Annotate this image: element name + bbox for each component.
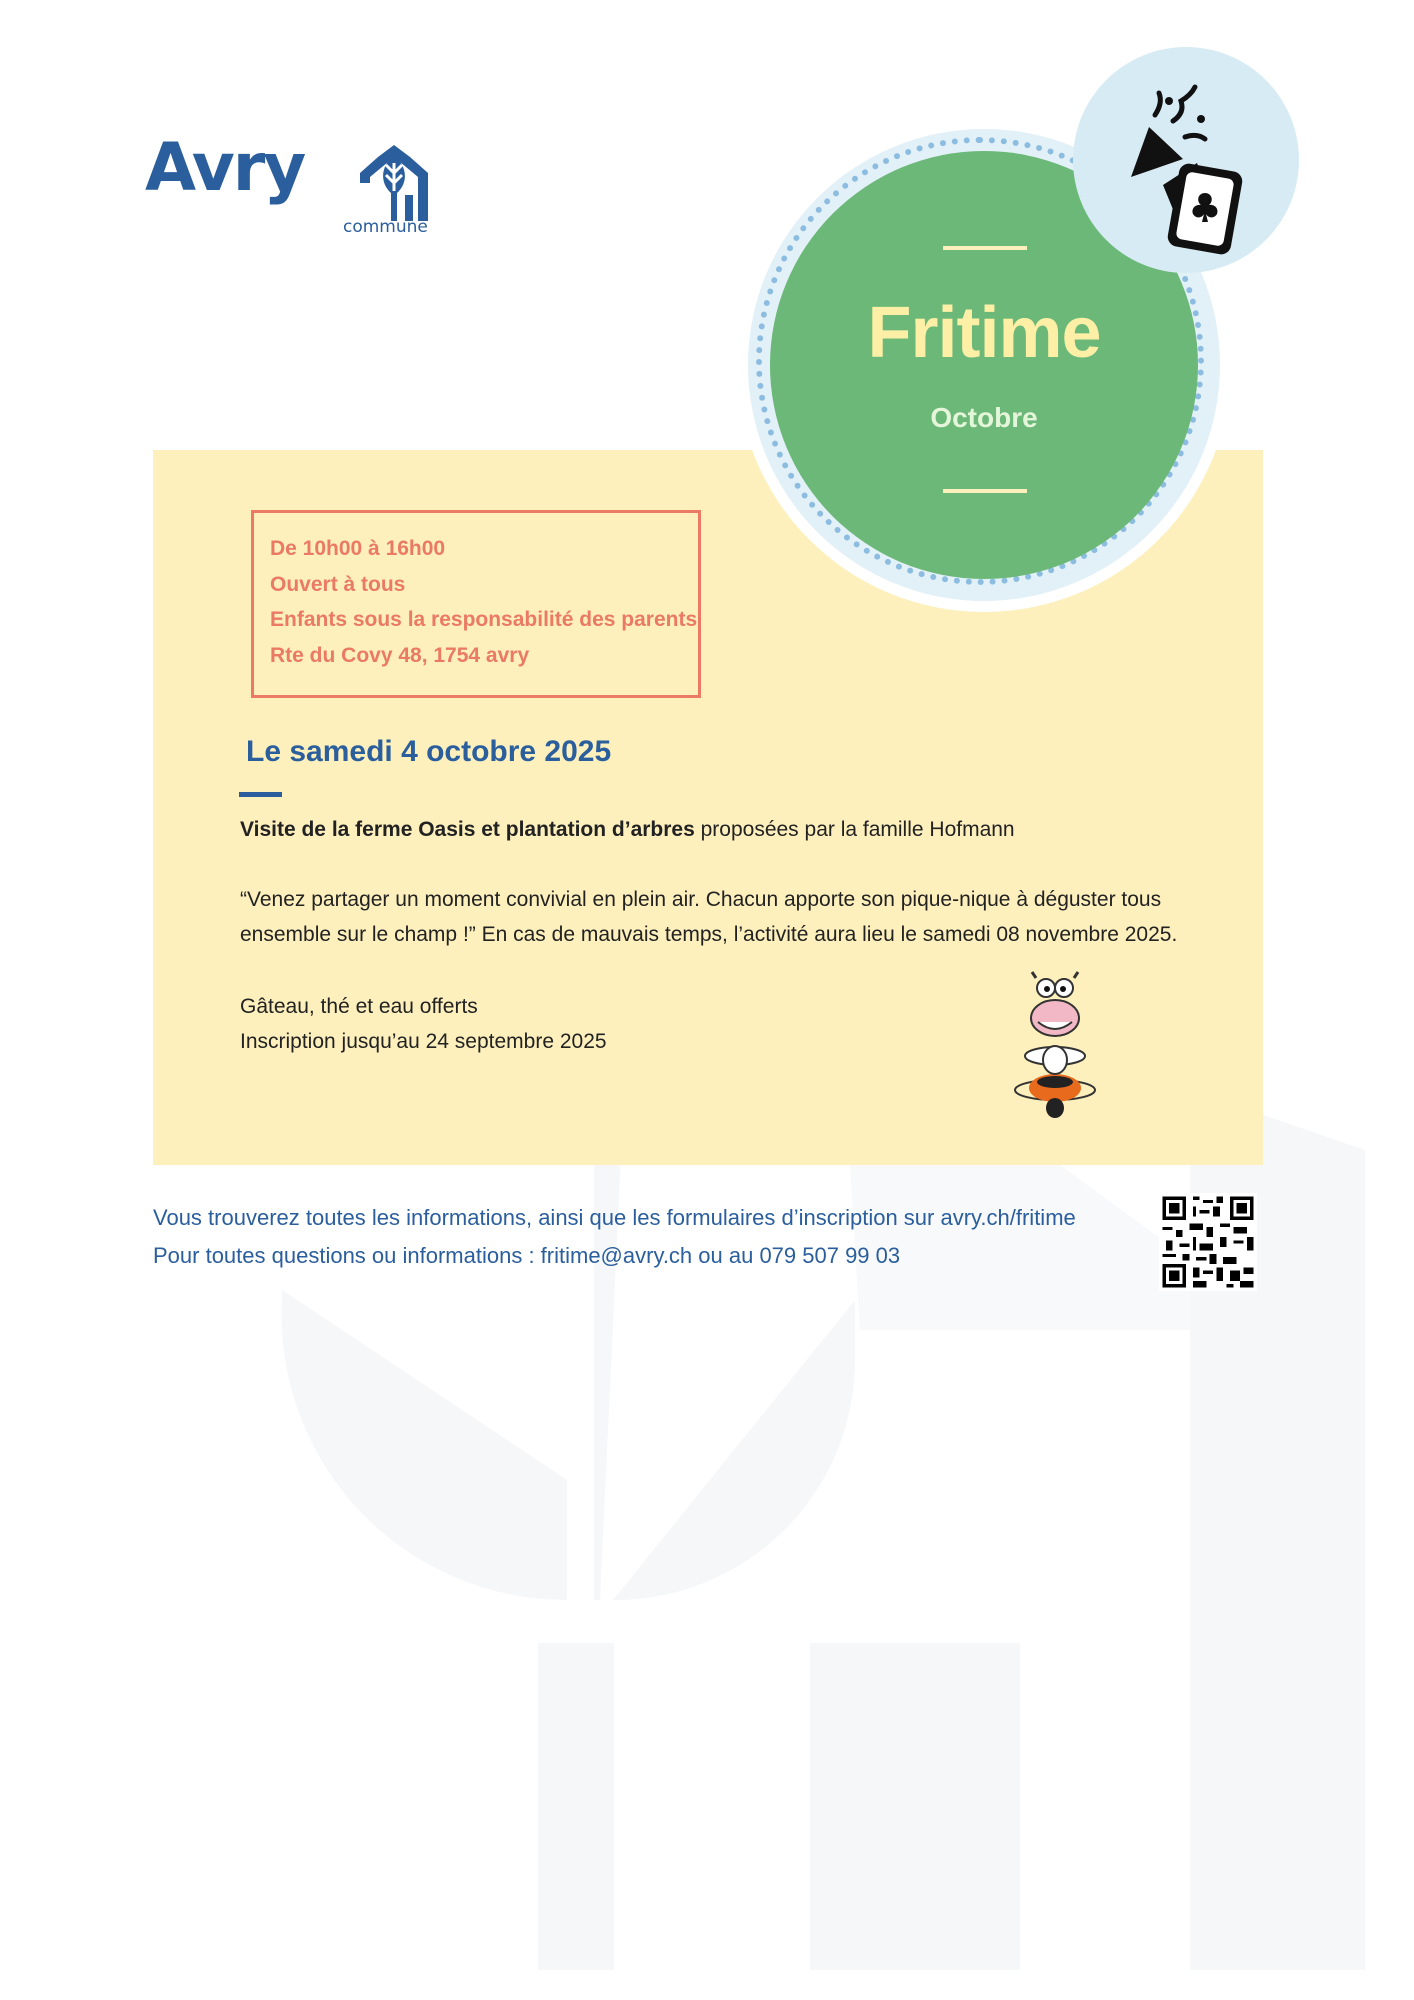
avry-logo	[145, 129, 445, 255]
title-rule-bottom	[943, 489, 1027, 493]
tree-house-logo-icon	[358, 143, 430, 223]
offered-text: Gâteau, thé et eau offerts	[240, 995, 478, 1018]
info-address: Rte du Covy 48, 1754 avry	[270, 643, 530, 667]
info-children: Enfants sous la responsabilité des parents	[270, 608, 698, 631]
event-title: Fritime	[867, 293, 1101, 373]
playing-cards-icon	[1163, 162, 1244, 256]
quote-line-2: ensemble sur le champ !” En cas de mauvais temps, l’activité aura lieu le samedi 08 novembre 2025.	[240, 923, 1178, 946]
activity-title: Visite de la ferme Oasis et plantation d’arbres	[240, 818, 695, 841]
registration-deadline: Inscription jusqu’au 24 septembre 2025	[240, 1030, 607, 1053]
event-month: Octobre	[930, 402, 1038, 433]
activity-by: proposées par la famille Hofmann	[694, 818, 1015, 841]
info-hours: De 10h00 à 16h00	[270, 537, 446, 560]
qr-code-icon[interactable]	[1159, 1193, 1257, 1291]
logo-wordmark: Avry	[145, 129, 305, 206]
footer-info-line: Vous trouverez toutes les informations, ainsi que les formulaires d’inscription sur avry.ch/fritime	[153, 1205, 1076, 1230]
cow-mascot-icon	[1010, 970, 1100, 1120]
info-audience: Ouvert à tous	[270, 572, 406, 596]
title-rule-top	[943, 246, 1027, 250]
activity-badge	[1073, 47, 1299, 273]
footer-contact-line: Pour toutes questions ou informations : fritime@avry.ch ou au 079 507 99 03	[153, 1243, 901, 1268]
logo-subtitle: commune	[343, 217, 428, 237]
party-popper-icon	[1131, 87, 1205, 177]
info-box	[251, 510, 701, 698]
date-underline	[239, 792, 282, 797]
quote-line-1: “Venez partager un moment convivial en plein air. Chacun apporte son pique-nique à déguster tous	[240, 888, 1162, 911]
activity-line	[240, 818, 1015, 842]
event-date: Le samedi 4 octobre 2025	[246, 735, 612, 768]
